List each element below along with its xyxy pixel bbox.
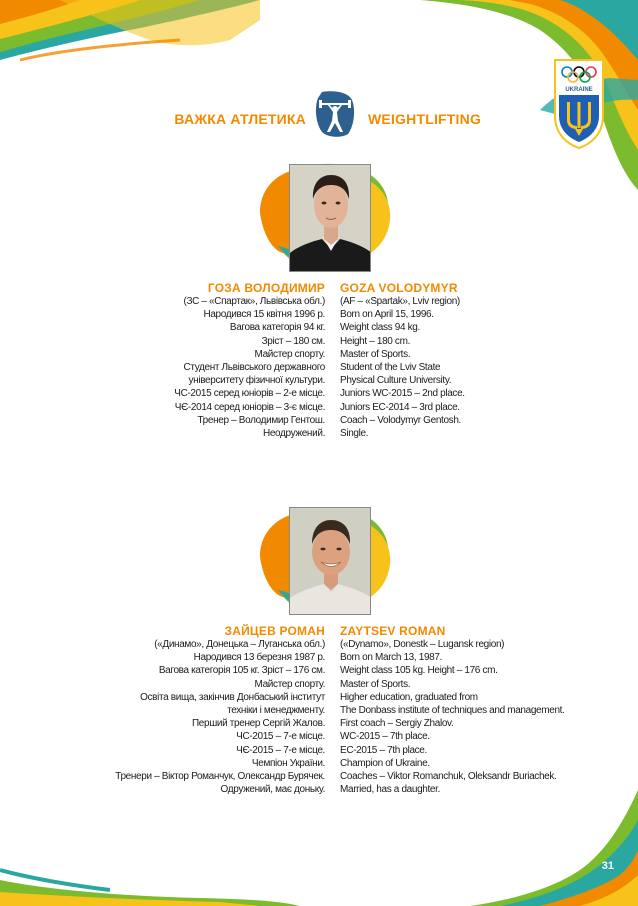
top-left-decoration [0,0,260,70]
bio-line: Тренери – Віктор Романчук, Олександр Бурячек. [115,771,325,783]
bio-line: Неодружений. [262,428,325,440]
bio-line: ЧС-2015 серед юніорів – 2-е місце. [174,388,325,400]
bio-line: Майстер спорту. [254,348,325,360]
bottom-left-decoration [0,830,300,906]
bio-line: Вагова категорія 94 кг. [229,322,325,334]
bio-line: («Dynamo», Donestk – Lugansk region) [340,639,505,650]
athlete-photo [289,507,371,615]
section-title-en: WEIGHTLIFTING [368,111,482,127]
bio-line: Чемпіон України. [251,757,325,769]
bio-line: (ЗС – «Спартак», Львівська обл.) [183,296,325,307]
bio-line: Weight class 94 kg. [340,322,420,334]
bio-line: техніки і менеджменту. [227,705,325,717]
bio-line: Освіта вища, закінчив Донбаський інститут [140,691,325,703]
athlete-name-uk: ЗАЙЦЕВ РОМАН [224,624,325,638]
bio-line: («Динамо», Донецька – Луганська обл.) [154,639,325,650]
page-number: 31 [601,860,614,872]
bio-line: WC-2015 – 7th place. [340,731,430,743]
athlete-bio-uk [115,638,325,796]
bio-line: (AF – «Spartak», Lviv region) [340,296,460,307]
bio-line: Народився 13 березня 1987 р. [193,652,325,664]
athlete-name-uk: ГОЗА ВОЛОДИМИР [207,281,325,295]
bio-line: ЧС-2015 – 7-е місце. [236,731,325,743]
bio-line: Зріст – 180 см. [261,335,325,347]
bio-line: Weight class 105 kg. Height – 176 cm. [340,665,498,677]
bio-line: Born on March 13, 1987. [340,652,443,664]
athlete-bio-en [340,295,465,440]
top-right-decoration [420,0,638,190]
bio-line: Перший тренер Сергій Жалов. [191,718,325,730]
athlete-bio-en [340,638,565,796]
bio-line: First coach – Sergiy Zhalov. [340,718,454,730]
bio-line: Master of Sports. [340,678,411,690]
weightlifter-icon [314,90,356,138]
bio-line: EC-2015 – 7th place. [340,744,427,756]
bio-line: Тренер – Володимир Гентош. [197,414,325,426]
athlete-name-en: ZAYTSEV ROMAN [340,624,446,638]
bio-line: Height – 180 cm. [340,335,410,347]
bottom-right-decoration [470,790,638,906]
athlete-name-en: GOZA VOLODYMYR [340,281,458,295]
bio-line: Higher education, graduated from [340,691,478,703]
bio-line: Student of the Lviv State [340,362,441,374]
bio-line: ЧЄ-2014 серед юніорів – 3-є місце. [174,401,325,413]
bio-line: Coach – Volodymyr Gentosh. [340,414,461,426]
bio-line: Студент Львівського державного [183,362,325,374]
bio-line: Coaches – Viktor Romanchuk, Oleksandr Buriachek. [340,771,557,783]
bio-line: Juniors EC-2014 – 3rd place. [340,401,460,413]
bio-line: Одружений, має доньку. [220,784,325,796]
bio-line: Married, has a daughter. [340,784,440,796]
bio-line: Born on April 15, 1996. [340,309,434,321]
bio-line: Single. [340,428,369,440]
bio-line: Master of Sports. [340,348,411,360]
emblem-country: UKRAINE [565,87,593,93]
bio-line: Juniors WC-2015 – 2nd place. [340,388,465,400]
bio-line: Народився 15 квітня 1996 р. [203,309,325,321]
athlete-photo [289,164,371,272]
bio-line: університету фізичної культури. [188,375,325,387]
bio-line: Physical Culture University. [340,375,452,387]
bio-line: Майстер спорту. [254,678,325,690]
athlete-bio-uk [174,295,325,440]
bio-line: ЧЄ-2015 – 7-е місце. [236,744,325,756]
bio-line: Вагова категорія 105 кг. Зріст – 176 см. [158,665,325,677]
section-title-uk: ВАЖКА АТЛЕТИКА [174,111,306,127]
bio-line: The Donbass institute of techniques and management. [340,705,565,717]
bio-line: Champion of Ukraine. [340,757,430,769]
ukraine-olympic-emblem [553,58,605,150]
